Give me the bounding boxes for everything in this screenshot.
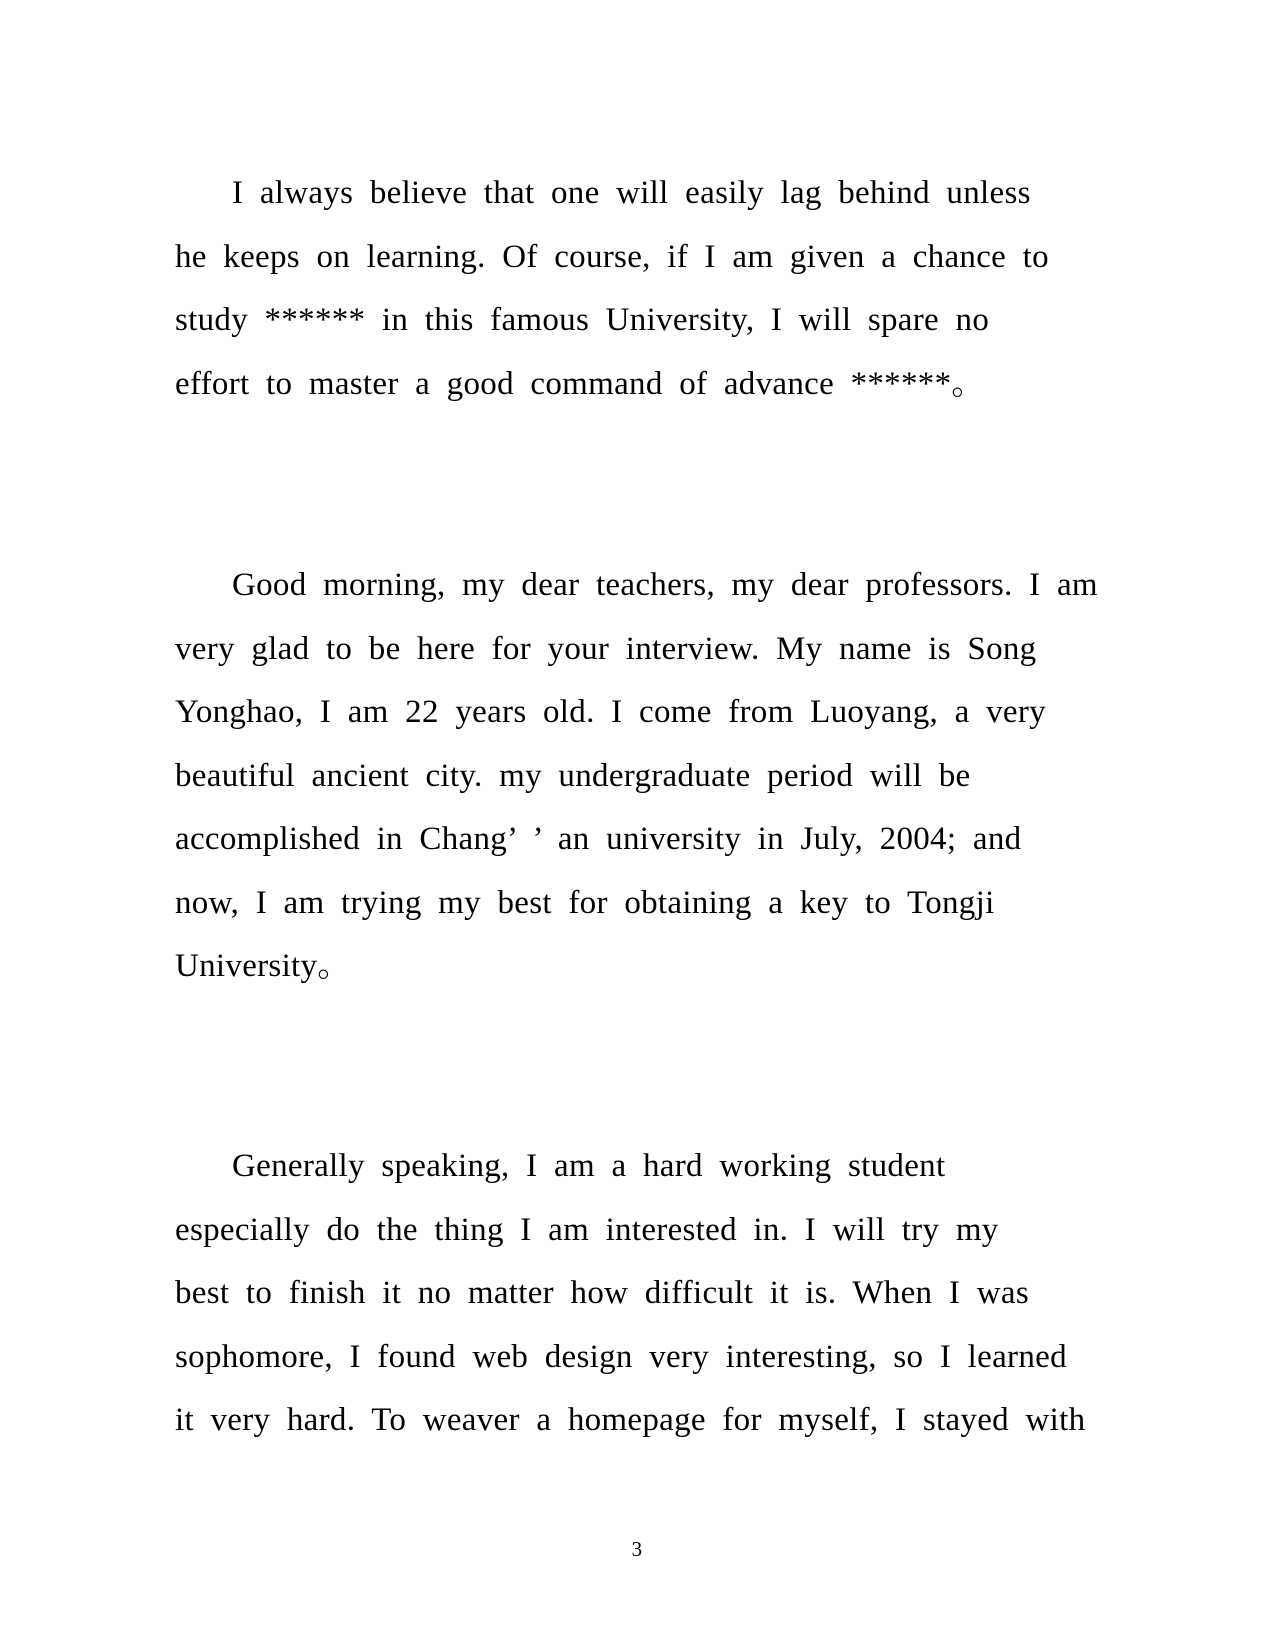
text-line: best to finish it no matter how difficult it is. When I was xyxy=(175,1275,1029,1311)
text-line: especially do the thing I am interested in. I will try my xyxy=(175,1211,999,1248)
text-line: beautiful ancient city. my undergraduate period will be xyxy=(175,757,971,794)
text-line: sophomore, I found web design very interesting, so I learned xyxy=(175,1338,1067,1375)
text-line: he keeps on learning. Of course, if I am given a chance to xyxy=(175,238,1049,275)
text-line: now, I am trying my best for obtaining a key to Tongji xyxy=(175,884,995,921)
text-line: very glad to be here for your interview. My name is Song xyxy=(175,630,1037,667)
text-line: study ****** in this famous University, I will spare no xyxy=(175,302,990,338)
text-line: it very hard. To weaver a homepage for myself, I stayed with xyxy=(175,1402,1086,1438)
page-number: 3 xyxy=(631,1537,643,1561)
text-line: University。 xyxy=(175,948,351,984)
text-line: Generally speaking, I am a hard working student xyxy=(232,1148,946,1184)
text-line: accomplished in Chang’ ’ an university in July, 2004; and xyxy=(175,821,1022,857)
text-line: effort to master a good command of advance ******。 xyxy=(175,365,985,402)
paragraph-3 xyxy=(175,1135,1086,1453)
text-line: I always believe that one will easily lag behind unless xyxy=(232,175,1031,211)
text-line: Good morning, my dear teachers, my dear professors. I am xyxy=(232,567,1098,603)
paragraph-2 xyxy=(175,554,1098,999)
paragraph-1 xyxy=(175,162,1060,416)
text-line: Yonghao, I am 22 years old. I come from Luoyang, a very xyxy=(175,694,1046,730)
